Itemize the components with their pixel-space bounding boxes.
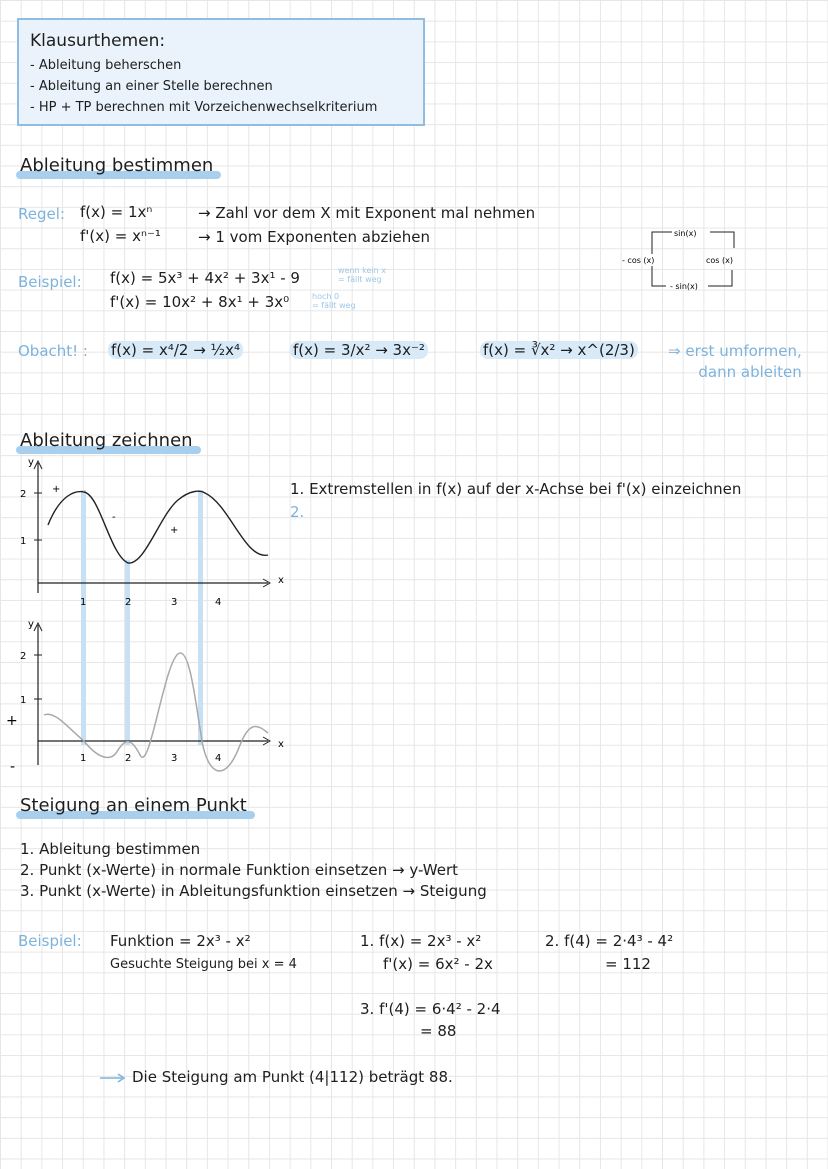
calc-1b: f'(x) = 6x² - 2x bbox=[383, 955, 493, 973]
y2-tick-1: 1 bbox=[20, 695, 27, 706]
x-tick-2: 2 bbox=[125, 597, 132, 608]
y2-tick-2: 2 bbox=[20, 651, 27, 662]
beispiel-gesucht: Gesuchte Steigung bei x = 4 bbox=[110, 957, 297, 972]
calc-2b: = 112 bbox=[605, 955, 651, 973]
obacht-3: f(x) = ∛x² → x^(2/3) bbox=[480, 341, 638, 359]
regel-fprime: f'(x) = xⁿ⁻¹ bbox=[80, 227, 161, 245]
y-axis-label-2: y bbox=[28, 619, 34, 630]
calc-1a: 1. f(x) = 2x³ - x² bbox=[360, 932, 482, 950]
regel-f: f(x) = 1xⁿ bbox=[80, 203, 153, 221]
sign-plus-2: + bbox=[170, 525, 179, 536]
zeichnen-step-1: 1. Extremstellen in f(x) auf der x-Achse bei f'(x) einzeichnen bbox=[290, 480, 742, 498]
beispiel-note-1: wenn kein x = fällt weg bbox=[338, 266, 386, 284]
guide-bar-3 bbox=[198, 490, 203, 615]
topic-item-1: - Ableitung beherschen bbox=[30, 58, 182, 73]
heading-steigung: Steigung an einem Punkt bbox=[20, 795, 247, 816]
regel-note-2: → 1 vom Exponenten abziehen bbox=[198, 228, 430, 246]
sign-plus-1: + bbox=[52, 484, 61, 495]
obacht-note: ⇒ erst umformen, dann ableiten bbox=[668, 342, 802, 381]
calc-3b: = 88 bbox=[420, 1022, 457, 1040]
sign-plus-left: + bbox=[6, 713, 18, 729]
topic-item-2: - Ableitung an einer Stelle berechnen bbox=[30, 79, 273, 94]
cycle-neg-cos: - cos (x) bbox=[622, 256, 655, 265]
regel-label: Regel: bbox=[18, 205, 65, 223]
regel-note-1: → Zahl vor dem X mit Exponent mal nehmen bbox=[198, 204, 536, 222]
topic-item-3: - HP + TP berechnen mit Vorzeichenwechselkriterium bbox=[30, 100, 378, 115]
beispiel-funktion: Funktion = 2x³ - x² bbox=[110, 932, 251, 950]
derivative-cycle-diagram bbox=[616, 218, 766, 298]
beispiel-label-2: Beispiel: bbox=[18, 932, 82, 950]
heading-ableitung-zeichnen: Ableitung zeichnen bbox=[20, 430, 193, 451]
obacht-1: f(x) = x⁴/2 → ½x⁴ bbox=[108, 341, 243, 359]
obacht-2: f(x) = 3/x² → 3x⁻² bbox=[290, 341, 428, 359]
x2-tick-3: 3 bbox=[171, 753, 178, 764]
cycle-sin-top: sin(x) bbox=[674, 229, 697, 238]
beispiel-fprime: f'(x) = 10x² + 8x¹ + 3x⁰ bbox=[110, 293, 290, 311]
obacht-label: Obacht! : bbox=[18, 342, 88, 360]
x-tick-1: 1 bbox=[80, 597, 87, 608]
sign-minus-left: - bbox=[10, 759, 16, 775]
y-tick-1: 1 bbox=[20, 536, 27, 547]
x-tick-4: 4 bbox=[215, 597, 222, 608]
heading-ableitung-bestimmen: Ableitung bestimmen bbox=[20, 155, 214, 176]
calc-3a: 3. f'(4) = 6·4² - 2·4 bbox=[360, 1000, 501, 1018]
beispiel-f: f(x) = 5x³ + 4x² + 3x¹ - 9 bbox=[110, 269, 300, 287]
cycle-cos-right: cos (x) bbox=[706, 256, 733, 265]
x2-tick-1: 1 bbox=[80, 753, 87, 764]
beispiel-note-2: hoch 0 = fällt weg bbox=[312, 292, 356, 310]
steigung-step-3: 3. Punkt (x-Werte) in Ableitungsfunktion einsetzen → Steigung bbox=[20, 882, 487, 900]
topics-title: Klausurthemen: bbox=[30, 31, 166, 51]
graph-fx bbox=[0, 455, 300, 615]
fprime-curve bbox=[44, 653, 268, 771]
x-axis-label-2: x bbox=[278, 739, 284, 750]
x2-tick-4: 4 bbox=[215, 753, 222, 764]
graph-fprime bbox=[0, 615, 300, 785]
x2-tick-2: 2 bbox=[125, 753, 132, 764]
zeichnen-step-2: 2. bbox=[290, 503, 305, 521]
steigung-step-1: 1. Ableitung bestimmen bbox=[20, 840, 201, 858]
sign-minus: - bbox=[112, 512, 116, 523]
steigung-step-2: 2. Punkt (x-Werte) in normale Funktion einsetzen → y-Wert bbox=[20, 861, 459, 879]
y-tick-2: 2 bbox=[20, 489, 27, 500]
calc-2a: 2. f(4) = 2·4³ - 4² bbox=[545, 932, 674, 950]
steigung-conclusion: Die Steigung am Punkt (4|112) beträgt 88. bbox=[132, 1068, 453, 1086]
x-axis-label: x bbox=[278, 575, 284, 586]
y-axis-label: y bbox=[28, 457, 34, 468]
cycle-neg-sin: - sin(x) bbox=[670, 282, 698, 291]
beispiel-label: Beispiel: bbox=[18, 273, 82, 291]
x-tick-3: 3 bbox=[171, 597, 178, 608]
arrow-icon bbox=[98, 1072, 128, 1084]
